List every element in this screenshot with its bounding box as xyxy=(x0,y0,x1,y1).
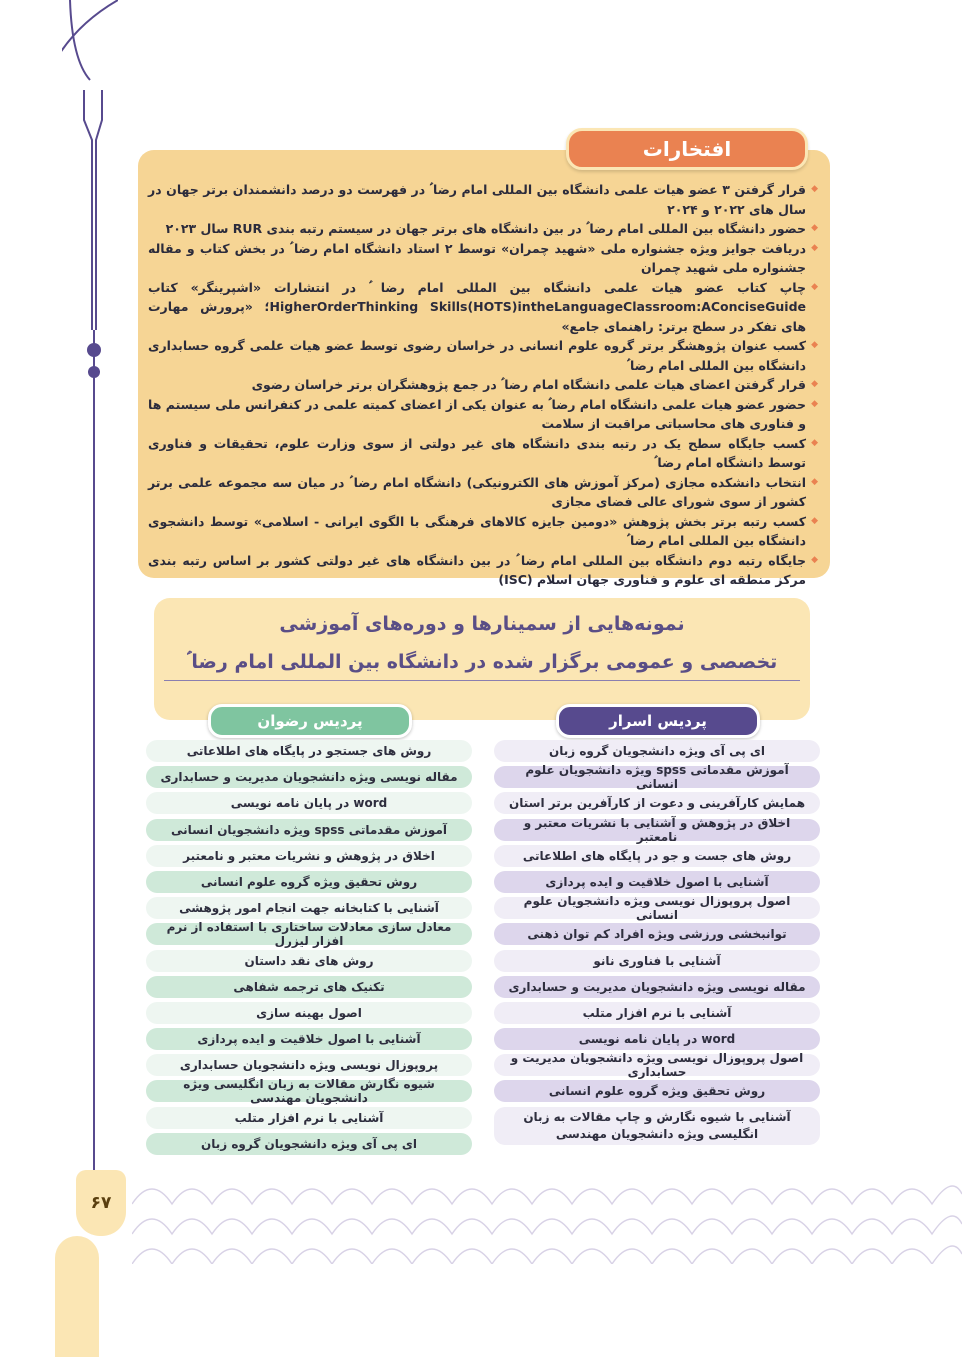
seminar-item: آموزش مقدماتی spss ویژه دانشجویان انسانی xyxy=(146,819,472,841)
achievement-item: ◆ جایگاه رتبه دوم دانشگاه بین المللی امام رضا ؑ در بین دانشگاه های غیر دولتی کشور بر اساس رتبه بندی مرکز منطقه ای علوم و فناوری جهان اسلام (ISC) xyxy=(148,551,818,590)
achievement-item: ◆ کسب رتبه برتر بخش پژوهش «دومین جایزه کالاهای فرهنگی با الگوی ایرانی - اسلامی» توسط دانشجوی دانشگاه بین المللی امام رضا ؑ xyxy=(148,512,818,551)
seminar-item: روش های جستجو در پایگاه های اطلاعاتی xyxy=(146,740,472,762)
asrar-seminar-list xyxy=(494,740,820,1149)
seminar-item: مقاله نویسی ویژه دانشجویان مدیریت و حسابداری xyxy=(146,766,472,788)
seminar-item: معادل سازی معادلات ساختاری با استفاده از نرم افزار لیزرل xyxy=(146,923,472,945)
seminars-title-divider xyxy=(164,680,800,681)
seminars-title-line2: تخصصی و عمومی برگزار شده در دانشگاه بین المللی امام رضا ؑ xyxy=(186,651,778,673)
seminars-title-line1: نمونه‌هایی از سمینارها و دوره‌های آموزشی xyxy=(279,613,685,635)
achievement-item: ◆ دریافت جوایز ویژه جشنواره ملی «شهید چمران» توسط ۲ استاد دانشگاه امام رضا ؑ در بخش کتاب و مقاله جشنواره ملی شهید چمران xyxy=(148,239,818,278)
seminar-item: اصول بهینه سازی xyxy=(146,1002,472,1024)
seminar-item: ای پی آی ویژه دانشجویان گروه زبان xyxy=(494,740,820,762)
seminar-item: اصول پروپوزال نویسی ویژه دانشجویان علوم انسانی xyxy=(494,897,820,919)
seminar-item: تکنیک های ترجمه شفاهی xyxy=(146,976,472,998)
achievement-item: ◆ چاپ کتاب عضو هیات علمی دانشگاه بین المللی امام رضا ؑ در انتشارات «اشپرینگر» کتاب HigherOrderThinking Skills(HOTS)intheLanguageClassroom:AConciseGuide؛ «پرورش مهارت های تفکر در سطح برتر: راهنمای جامع» xyxy=(148,278,818,337)
seminar-item: آشنایی با کتابخانه جهت انجام امور پژوهشی xyxy=(146,897,472,919)
decorative-arch-pattern xyxy=(132,1174,962,1264)
seminar-item: word در پایان نامه نویسی xyxy=(494,1028,820,1050)
seminar-item: مقاله نویسی ویژه دانشجویان مدیریت و حسابداری xyxy=(494,976,820,998)
seminars-title xyxy=(154,610,810,676)
achievement-item: ◆ قرار گرفتن ۳ عضو هیات علمی دانشگاه بین المللی امام رضا ؑ در فهرست دو درصد دانشمندان برتر جهان در سال های ۲۰۲۲ و ۲۰۲۴ xyxy=(148,180,818,219)
seminar-item: آشنایی با نرم افزار متلب xyxy=(146,1107,472,1129)
achievements-list xyxy=(148,180,818,590)
campus-badge-asrar: پردیس اسرار xyxy=(556,704,760,738)
seminar-item: شیوه نگارش مقالات به زبان انگلیسی ویژه دانشجویان مهندسی xyxy=(146,1080,472,1102)
achievement-item: ◆ کسب جایگاه سطح یک در رتبه بندی دانشگاه های غیر دولتی از سوی وزارت علوم، تحقیقات و فناوری توسط دانشگاه امام رضا ؑ xyxy=(148,434,818,473)
seminar-item: اخلاق در پژوهش و نشریات معتبر و نامعتبر xyxy=(146,845,472,867)
seminar-item: word در پایان نامه نویسی xyxy=(146,792,472,814)
page-number: ۶۷ xyxy=(76,1170,126,1236)
achievement-item: ◆ حضور دانشگاه بین المللی امام رضا ؑ در بین دانشگاه های برتر جهان در سیستم رتبه بندی RUR سال ۲۰۲۳ xyxy=(148,219,818,239)
seminar-item: روش تحقیق ویژه گروه علوم انسانی xyxy=(146,871,472,893)
seminar-item: آشنایی با اصول خلاقیت و ایده پردازی xyxy=(494,871,820,893)
seminar-item: روش های جست و جو در پایگاه های اطلاعاتی xyxy=(494,845,820,867)
achievement-item: ◆ انتخاب دانشکده مجازی (مرکز آموزش های الکترونیکی) دانشگاه امام رضا ؑ در میان سه مجموعه علمی برتر کشور از سوی شورای عالی فضای مجازی xyxy=(148,473,818,512)
seminar-item: توانبخشی ورزشی ویژه افراد کم توان ذهنی xyxy=(494,923,820,945)
seminar-item: آموزش مقدماتی spss ویژه دانشجویان علوم انسانی xyxy=(494,766,820,788)
seminar-item: پروپوزال نویسی ویژه دانشجویان حسابداری xyxy=(146,1054,472,1076)
seminar-item: آشنایی با اصول خلاقیت و ایده پردازی xyxy=(146,1028,472,1050)
seminar-item: اخلاق در پژوهش و آشنایی با نشریات معتبر و نامعتبر xyxy=(494,819,820,841)
seminar-item: آشنایی با شیوه نگارش و چاپ مقالات به زبان انگلیسی ویژه دانشجویان مهندسی xyxy=(494,1107,820,1145)
campus-badge-rezvan: پردیس رضوان xyxy=(208,704,412,738)
seminar-item: اصول پروپوزال نویسی ویژه دانشجویان مدیریت و حسابداری xyxy=(494,1054,820,1076)
rezvan-seminar-list xyxy=(146,740,472,1159)
achievement-item: ◆ کسب عنوان پژوهشگر برتر گروه علوم انسانی در خراسان رضوی توسط عضو هیات علمی گروه حسابداری دانشگاه بین المللی امام رضا ؑ xyxy=(148,336,818,375)
seminar-item: روش های نقد داستان xyxy=(146,950,472,972)
seminar-item: آشنایی با فناوری نانو xyxy=(494,950,820,972)
margin-ornament-line xyxy=(62,0,118,1357)
seminar-item: آشنایی با نرم افزار متلب xyxy=(494,1002,820,1024)
achievement-item: ◆ قرار گرفتن اعضای هیات علمی دانشگاه امام رضا ؑ در جمع پژوهشگران برتر خراسان رضوی xyxy=(148,375,818,395)
seminar-item: ای پی آی ویژه دانشجویان گروه زبان xyxy=(146,1133,472,1155)
seminar-item: روش تحقیق ویژه گروه علوم انسانی xyxy=(494,1080,820,1102)
achievements-title: افتخارات xyxy=(566,128,808,170)
achievement-item: ◆ حضور عضو هیات علمی دانشگاه امام رضا ؑ به عنوان یکی از اعضای کمیته علمی در کنفرانس ملی سیستم ها و فناوری های محاسباتی مراقبت از سلامت xyxy=(148,395,818,434)
page-bottom-ornament xyxy=(55,1236,99,1357)
seminar-item: همایش کارآفرینی و دعوت از کارآفرین برتر استان xyxy=(494,792,820,814)
